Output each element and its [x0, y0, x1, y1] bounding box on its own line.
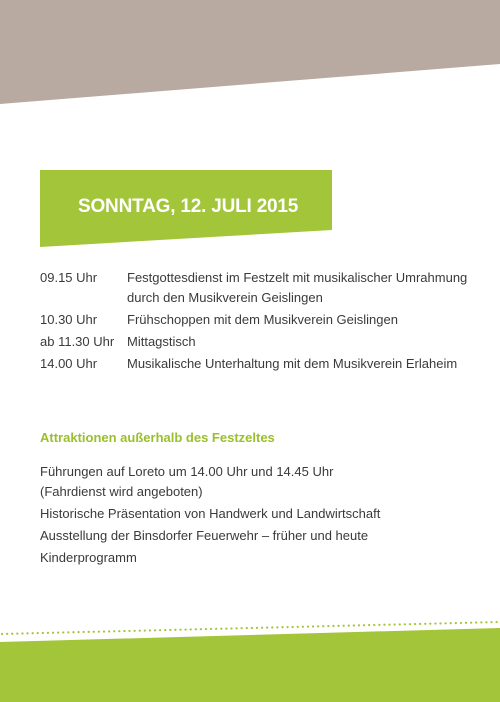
attraction-item: Historische Präsentation von Handwerk und Landwirtschaft	[40, 506, 381, 521]
schedule-list	[40, 268, 480, 376]
schedule-description: Frühschoppen mit dem Musikverein Geislingen	[127, 312, 398, 327]
event-date-heading: SONNTAG, 12. JULI 2015	[78, 196, 299, 217]
attraction-line: (Fahrdienst wird angeboten)	[40, 484, 203, 499]
top-decorative-band	[0, 0, 500, 110]
schedule-time: 10.30 Uhr	[40, 312, 98, 327]
schedule-time: 09.15 Uhr	[40, 270, 98, 285]
bottom-green-band	[0, 628, 500, 702]
attractions-heading: Attraktionen außerhalb des Festzeltes	[40, 430, 275, 445]
schedule-description: Mittagstisch	[127, 334, 196, 349]
schedule-row	[40, 268, 480, 308]
attraction-item: Ausstellung der Binsdorfer Feuerwehr – früher und heute	[40, 528, 369, 543]
schedule-row	[40, 332, 480, 352]
schedule-description-line: durch den Musikverein Geislingen	[127, 290, 323, 305]
schedule-time: ab 11.30 Uhr	[40, 334, 115, 349]
attractions-list	[40, 462, 480, 570]
schedule-description: Musikalische Unterhaltung mit dem Musikverein Erlaheim	[127, 356, 458, 371]
bottom-decorative-band	[0, 620, 500, 702]
attraction-item: Kinderprogramm	[40, 550, 137, 565]
attraction-line: Führungen auf Loreto um 14.00 Uhr und 14.45 Uhr	[40, 464, 334, 479]
schedule-row	[40, 354, 480, 374]
schedule-row	[40, 310, 480, 330]
attraction-item	[40, 462, 480, 502]
schedule-description	[127, 268, 480, 308]
schedule-time: 14.00 Uhr	[40, 356, 98, 371]
schedule-description-line: Festgottesdienst im Festzelt mit musikalischer Umrahmung	[127, 270, 468, 285]
